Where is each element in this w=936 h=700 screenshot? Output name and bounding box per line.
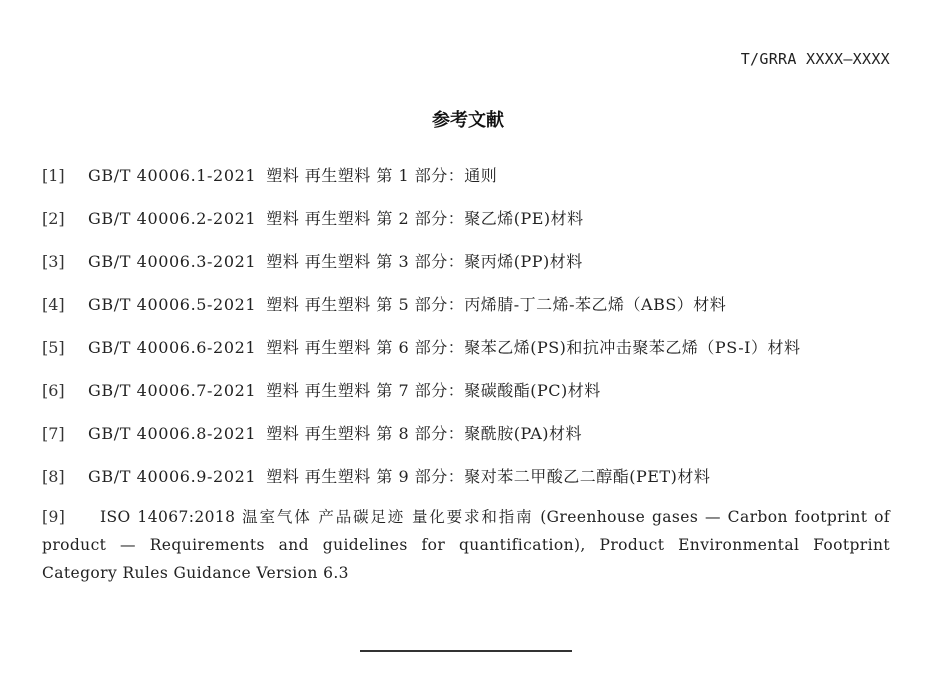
document-code: T/GRRA XXXX—XXXX [740, 50, 890, 68]
reference-number: [9] [42, 508, 66, 526]
reference-number: [4] [42, 295, 65, 314]
reference-item-1 [42, 163, 890, 206]
reference-number: [5] [42, 338, 65, 357]
reference-item-3 [42, 249, 890, 292]
reference-title: 塑料 再生塑料 第 5 部分：丙烯腈-丁二烯-苯乙烯（ABS）材料 [266, 295, 727, 314]
reference-item-2 [42, 206, 890, 249]
reference-item-4 [42, 292, 890, 335]
reference-title: 塑料 再生塑料 第 1 部分：通则 [266, 166, 498, 185]
reference-item-9 [42, 503, 890, 587]
reference-standard-code: GB/T 40006.7-2021 [88, 381, 257, 400]
reference-item-8 [42, 464, 890, 507]
reference-standard-code: GB/T 40006.3-2021 [88, 252, 257, 271]
reference-standard-code: GB/T 40006.2-2021 [88, 209, 257, 228]
reference-title: 塑料 再生塑料 第 2 部分：聚乙烯(PE)材料 [266, 209, 584, 228]
reference-list [42, 163, 890, 587]
reference-title: 塑料 再生塑料 第 7 部分：聚碳酸酯(PC)材料 [266, 381, 601, 400]
reference-standard-code: GB/T 40006.8-2021 [88, 424, 257, 443]
reference-standard-code: GB/T 40006.9-2021 [88, 467, 257, 486]
reference-item-5 [42, 335, 890, 378]
reference-number: [8] [42, 467, 65, 486]
reference-number: [2] [42, 209, 65, 228]
reference-title: 塑料 再生塑料 第 3 部分：聚丙烯(PP)材料 [266, 252, 583, 271]
reference-number: [7] [42, 424, 65, 443]
end-rule-divider [360, 650, 572, 652]
page-title: 参考文献 [432, 110, 504, 131]
reference-item-6 [42, 378, 890, 421]
reference-text: ISO 14067:2018 温室气体 产品碳足迹 量化要求和指南 (Greenhouse gases — Carbon footprint of product — Requirements and guidelines for quantification), Product Environmental Footprint Category Rules Guidance Version 6.3 [42, 508, 890, 582]
reference-number: [6] [42, 381, 65, 400]
reference-number: [1] [42, 166, 65, 185]
reference-title: 塑料 再生塑料 第 9 部分：聚对苯二甲酸乙二醇酯(PET)材料 [266, 467, 711, 486]
reference-standard-code: GB/T 40006.6-2021 [88, 338, 257, 357]
reference-number: [3] [42, 252, 65, 271]
reference-title: 塑料 再生塑料 第 8 部分：聚酰胺(PA)材料 [266, 424, 583, 443]
reference-standard-code: GB/T 40006.5-2021 [88, 295, 257, 314]
reference-title: 塑料 再生塑料 第 6 部分：聚苯乙烯(PS)和抗冲击聚苯乙烯（PS-I）材料 [266, 338, 801, 357]
reference-item-7 [42, 421, 890, 464]
reference-standard-code: GB/T 40006.1-2021 [88, 166, 257, 185]
